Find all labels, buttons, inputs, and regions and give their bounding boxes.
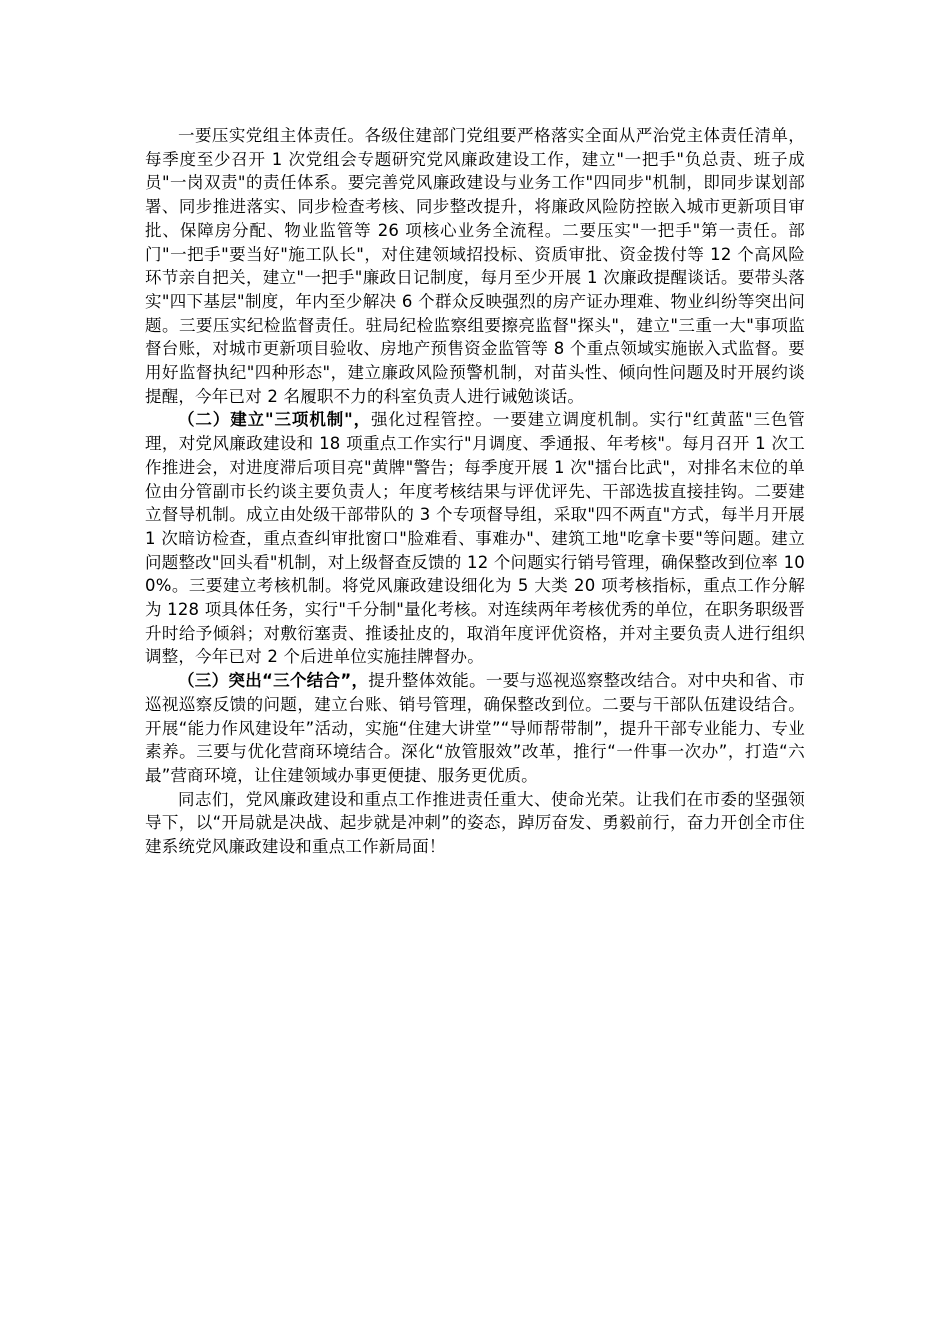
paragraph-text: 提升整体效能。一要与巡视巡察整改结合。对中央和省、市巡视巡察反馈的问题，建立台账、销号管理，确保整改到位。二要与干部队伍建设结合。开展“能力作风建设年”活动，实施“住建大讲堂”“导师帮带制”，提升干部专业能力、专业素养。三要与优化营商环境结合。深化“放管服效”改革，推行“一件事一次办”，打造“六最”营商环境，让住建领域办事更便捷、服务更优质。 [145,671,805,785]
paragraph-party-responsibility [145,124,805,408]
section-heading: （二）建立"三项机制"， [178,410,372,430]
paragraph-three-combinations [145,669,805,788]
section-heading: （三）突出“三个结合”， [178,671,369,691]
document-body [145,124,805,859]
paragraph-text: 同志们，党风廉政建设和重点工作推进责任重大、使命光荣。让我们在市委的坚强领导下，以“开局就是决战、起步就是冲刺”的姿态，踔厉奋发、勇毅前行，奋力开创全市住建系统党风廉政建设和重点工作新局面！ [145,789,805,857]
paragraph-text: 强化过程管控。一要建立调度机制。实行"红黄蓝"三色管理，对党风廉政建设和 18 项重点工作实行"月调度、季通报、年考核"。每月召开 1 次工作推进会，对进度滞后项目亮"黄牌"警告；每季度开展 1 次"擂台比武"，对排名末位的单位由分管副市长约谈主要负责人；年度考核结果与评优评先、干部选拔直接挂钩。二要建立督导机制。成立由处级干部带队的 3 个专项督导组，采取"四不两直"方式，每半月开展 1 次暗访检查，重点查纠审批窗口"脸难看、事难办"、建筑工地"吃拿卡要"等问题。建立问题整改"回头看"机制，对上级督查反馈的 12 个问题实行销号管理，确保整改到位率 100%。三要建立考核机制。将党风廉政建设细化为 5 大类 20 项考核指标，重点工作分解为 128 项具体任务，实行"千分制"量化考核。对连续两年考核优秀的单位，在职务职级晋升时给予倾斜；对敷衍塞责、推诿扯皮的，取消年度评优资格，并对主要负责人进行组织调整，今年已对 2 个后进单位实施挂牌督办。 [145,410,805,667]
paragraph-text: 一要压实党组主体责任。各级住建部门党组要严格落实全面从严治党主体责任清单，每季度至少召开 1 次党组会专题研究党风廉政建设工作，建立"一把手"负总责、班子成员"一岗双责"的责任体系。要完善党风廉政建设与业务工作"四同步"机制，即同步谋划部署、同步推进落实、同步检查考核、同步整改提升，将廉政风险防控嵌入城市更新项目审批、保障房分配、物业监管等 26 项核心业务全流程。二要压实"一把手"第一责任。部门"一把手"要当好"施工队长"，对住建领域招投标、资质审批、资金拨付等 12 个高风险环节亲自把关，建立"一把手"廉政日记制度，每月至少开展 1 次廉政提醒谈话。要带头落实"四下基层"制度，年内至少解决 6 个群众反映强烈的房产证办理难、物业纠纷等突出问题。三要压实纪检监督责任。驻局纪检监察组要擦亮监督"探头"，建立"三重一大"事项监督台账，对城市更新项目验收、房地产预售资金监管等 8 个重点领域实施嵌入式监督。要用好监督执纪"四种形态"，建立廉政风险预警机制，对苗头性、倾向性问题及时开展约谈提醒，今年已对 2 名履职不力的科室负责人进行诫勉谈话。 [145,126,805,406]
paragraph-closing [145,788,805,859]
paragraph-three-mechanisms [145,408,805,669]
